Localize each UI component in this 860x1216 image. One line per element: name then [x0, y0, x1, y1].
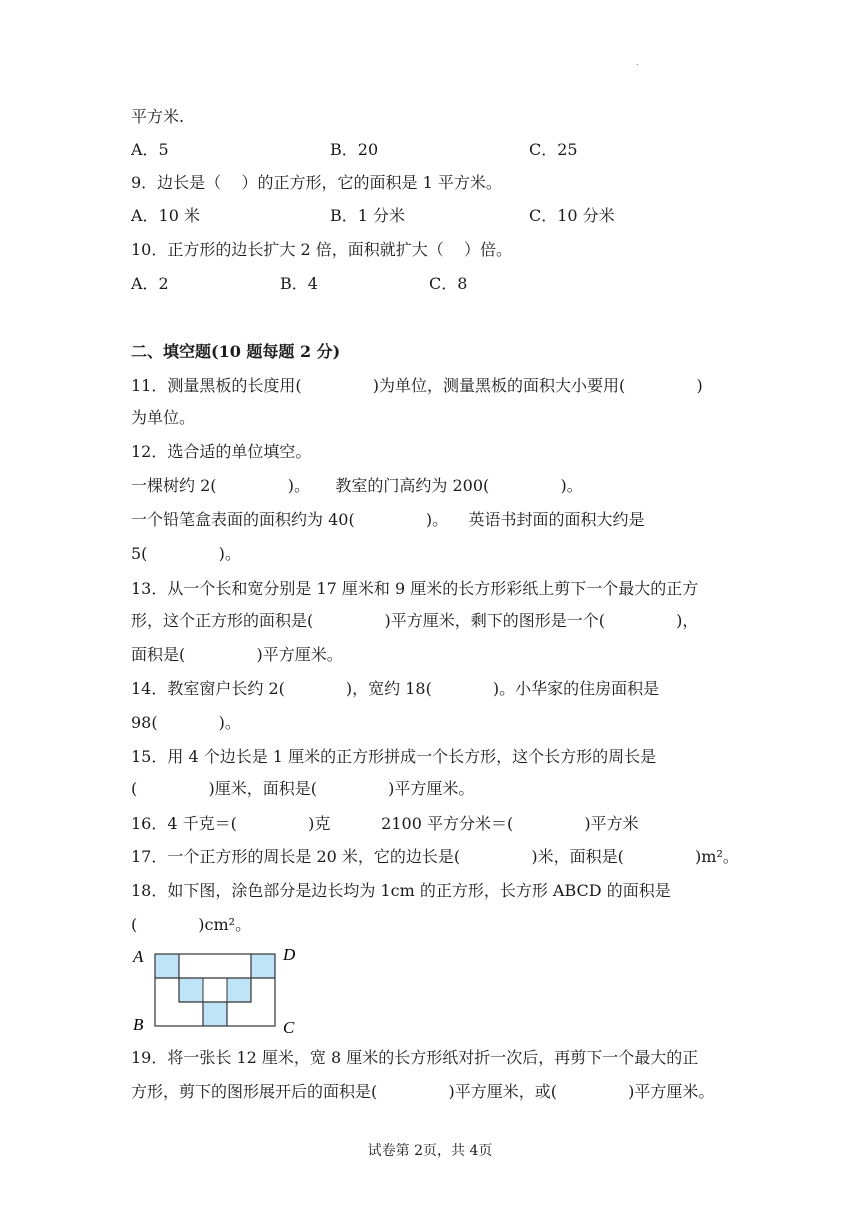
q9-option-b: B．1 分米: [330, 206, 406, 225]
q17-text: 17．一个正方形的周长是 20 米，它的边长是( )米，面积是( )m²。: [131, 847, 739, 866]
q16-text: 16．4 千克＝( )克 2100 平方分米＝( )平方米: [131, 814, 639, 833]
page-footer: 试卷第 2页，共 4页: [367, 1143, 493, 1159]
q8-option-a: A．5: [131, 140, 169, 159]
q10-option-b: B．4: [280, 274, 318, 293]
q19-text-cont: 方形，剪下的图形展开后的面积是( )平方厘米，或( )平方厘米。: [131, 1082, 715, 1101]
shaded-square-5: [251, 954, 275, 978]
section-heading: 二、填空题(10 题每题 2 分): [131, 342, 341, 361]
q14-text-cont: 98( )。: [131, 713, 241, 732]
q18-text: 18．如下图，涂色部分是边长均为 1cm 的正方形，长方形 ABCD 的面积是: [131, 881, 671, 900]
q11-text-cont: 为单位。: [131, 408, 196, 427]
q12-line-2: 一个铅笔盒表面的面积约为 40( )。 英语书封面的面积大约是: [131, 510, 645, 529]
q10-option-a: A．2: [131, 274, 169, 293]
shaded-square-3: [203, 1002, 227, 1026]
q13-text: 13．从一个长和宽分别是 17 厘米和 9 厘米的长方形彩纸上剪下一个最大的正方: [131, 579, 699, 598]
shaded-square-1: [155, 954, 179, 978]
shaded-square-4: [227, 978, 251, 1002]
q12-text: 12．选合适的单位填空。: [131, 442, 312, 461]
q15-text: 15．用 4 个边长是 1 厘米的正方形拼成一个长方形，这个长方形的周长是: [131, 747, 657, 766]
rectangle-abcd-figure: [131, 942, 311, 1034]
q12-line-3: 5( )。: [131, 544, 241, 563]
header-mark: .: [636, 58, 639, 67]
vertex-label-d: D: [283, 945, 296, 964]
shaded-squares: [155, 954, 275, 1026]
q15-text-cont: ( )厘米，面积是( )平方厘米。: [131, 779, 475, 798]
q9-option-c: C．10 分米: [529, 206, 615, 225]
q10-option-c: C．8: [429, 274, 468, 293]
q12-line-1: 一棵树约 2( )。 教室的门高约为 200( )。: [131, 476, 583, 495]
q8-option-b: B．20: [330, 140, 379, 159]
shaded-square-2: [179, 978, 203, 1002]
q8-tail-text: 平方米.: [131, 107, 185, 126]
q19-text: 19．将一张长 12 厘米，宽 8 厘米的长方形纸对折一次后，再剪下一个最大的正: [131, 1048, 699, 1067]
vertex-label-c: C: [283, 1018, 295, 1034]
q9-text: 9．边长是（ ）的正方形，它的面积是 1 平方米。: [131, 173, 502, 192]
vertex-label-a: A: [133, 947, 144, 966]
q10-text: 10．正方形的边长扩大 2 倍，面积就扩大（ ）倍。: [131, 240, 513, 259]
q13-text-cont-1: 形，这个正方形的面积是( )平方厘米，剩下的图形是一个( )，: [131, 611, 699, 630]
vertex-label-b: B: [133, 1015, 144, 1034]
q8-option-c: C．25: [529, 140, 578, 159]
q18-text-cont: ( )cm²。: [131, 915, 252, 934]
q13-text-cont-2: 面积是( )平方厘米。: [131, 645, 343, 664]
q14-text: 14．教室窗户长约 2( )，宽约 18( )。小华家的住房面积是: [131, 679, 660, 698]
q9-option-a: A．10 米: [131, 206, 201, 225]
q11-text: 11．测量黑板的长度用( )为单位，测量黑板的面积大小要用( ): [131, 376, 703, 395]
